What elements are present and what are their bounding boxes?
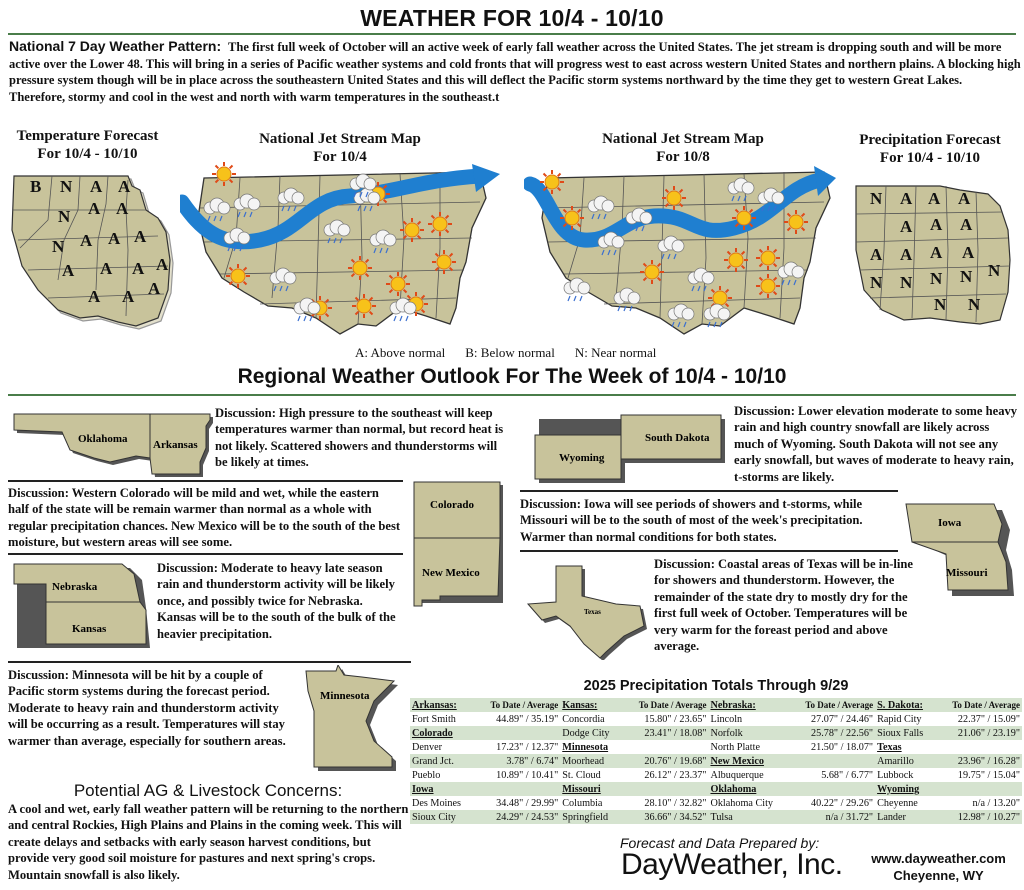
tx-discussion: Discussion: Coastal areas of Texas will be in-line for showers and thunderstorm. However, the remainder of the state dry to mostly dry for the first full week of October. Temperatures will be very warm for the foreast period and above average. <box>654 557 914 654</box>
empty-cell <box>936 782 1023 796</box>
sun-icon <box>212 162 236 186</box>
map-legend <box>355 345 715 361</box>
precip-value: n/a / 31.72" <box>789 810 875 824</box>
ia-mo-discussion: Discussion: Iowa will see periods of showers and t-storms, while Missouri will be to the south of most of the week's precipitation. Warmer than normal conditions for both states. <box>520 497 863 544</box>
sun-icon <box>348 256 372 280</box>
precipitation-forecast-map <box>850 180 1020 330</box>
precip-value: 28.10" / 32.82" <box>644 797 707 809</box>
precip-value: 3.78" / 6.74" <box>474 754 560 768</box>
map-letter: A <box>122 287 135 306</box>
empty-cell <box>474 726 560 740</box>
city-name: Oklahoma City <box>710 797 774 809</box>
separator <box>520 490 898 492</box>
precip-value: 12.98" / 10.27" <box>936 810 1023 824</box>
map-letter: A <box>960 215 973 234</box>
map-letter: A <box>88 287 101 306</box>
state-header: Oklahoma <box>708 782 788 796</box>
temperature-map-title <box>0 127 175 163</box>
table-row <box>410 796 1022 810</box>
column-header: To Date / Average <box>936 698 1023 712</box>
mn-discussion: Discussion: Minnesota will be hit by a couple of Pacific storm systems during the forecast period. Moderate to heavy rain and thunderstorm activity will be occurring as a result. Temperatures will stay warmer than average, especially for southern areas. <box>8 668 286 748</box>
ag-text: A cool and wet, early fall weather pattern will be returning to the northern and central Rockies, High Plains and Plains in the coming week. This will create delays and setbacks with early season harvest conditions, but provide very good soil moisture for pastures and next spring's crops. Mountain snowfall is also likely. <box>8 802 409 882</box>
precip-value: 22.37" / 15.09" <box>957 713 1020 725</box>
legend-below: B: Below normal <box>465 345 555 360</box>
sun-icon <box>756 246 780 270</box>
city-name: Tulsa <box>708 810 788 824</box>
precip-map-title <box>840 131 1020 167</box>
map-letter: N <box>934 295 947 314</box>
map-letter: A <box>118 177 131 196</box>
iowa-missouri-map <box>902 500 1020 600</box>
precip-value: n/a / 13.20" <box>972 797 1020 809</box>
arkansas-label: Arkansas <box>153 439 198 451</box>
map-letter: A <box>88 199 101 218</box>
pattern-text: The first full week of October will an active week of early fall weather across the United States. The jet stream is dropping south and will be more active over the Lower 48. This will bring in a series of Pacific weather systems and cold fronts that will progress west to east across western United States and northern plains. A blocking high pressure system though will be in place across the southeastern United States and this will deflect the Pacific storm systems northward by the time they get to western Great Lakes. Therefore, stormy and cool in the west and north with warm temperatures in the southeast.t <box>9 40 1021 104</box>
precip-value: 23.41" / 18.08" <box>622 726 708 740</box>
jet-stream-map-1004 <box>180 158 502 346</box>
texas-map <box>520 560 655 660</box>
map-letter: N <box>52 237 65 256</box>
state-header: S. Dakota: <box>875 698 935 712</box>
pattern-section <box>9 38 1021 105</box>
city-name: Sioux Falls <box>875 726 935 740</box>
map-letter: A <box>928 189 941 208</box>
precip-value: 26.12" / 23.37" <box>644 769 707 781</box>
jet-stream-map-1008 <box>524 158 846 346</box>
precip-value: 19.75" / 15.04" <box>957 769 1020 781</box>
map-letter: A <box>958 189 971 208</box>
map-letter: A <box>900 217 913 236</box>
south-dakota-label: South Dakota <box>645 432 710 444</box>
sun-icon <box>560 206 584 230</box>
table-row <box>410 726 1022 740</box>
table-row <box>410 782 1022 796</box>
pattern-label: National 7 Day Weather Pattern: <box>9 38 222 54</box>
nebraska-kansas-map <box>10 558 155 653</box>
precip-map-title-line2: For 10/4 - 10/10 <box>879 150 981 166</box>
jet2-map-title-line2: For 10/8 <box>656 149 710 165</box>
empty-cell <box>936 740 1023 754</box>
map-letter: A <box>148 279 161 298</box>
precip-value: 44.89" / 35.19" <box>496 713 559 725</box>
column-header: To Date / Average <box>474 698 560 712</box>
precip-map-title-line1: Precipitation Forecast <box>859 132 1001 148</box>
regional-title: Regional Weather Outlook For The Week of 10/4 - 10/10 <box>237 365 787 388</box>
table-row <box>410 698 1022 712</box>
ag-title: Potential AG & Livestock Concerns: <box>73 781 343 800</box>
map-letter: A <box>62 261 75 280</box>
precip-value: 17.23" / 12.37" <box>496 741 559 753</box>
map-letter: A <box>132 259 145 278</box>
state-header: Minnesota <box>562 741 609 753</box>
city-name: Fort Smith <box>412 713 456 725</box>
location-text: Cheyenne, WY <box>893 868 984 883</box>
state-header: Wyoming <box>875 782 935 796</box>
city-name: Norfolk <box>708 726 788 740</box>
map-letter: B <box>30 177 42 196</box>
column-header: To Date / Average <box>622 698 708 712</box>
title-rule <box>8 33 1016 35</box>
city-name: Concordia <box>562 713 605 725</box>
sun-icon <box>724 248 748 272</box>
map-letter: A <box>90 177 103 196</box>
legend-above: A: Above normal <box>355 345 446 360</box>
city-name: Columbia <box>562 797 603 809</box>
wyoming-southdakota-map <box>525 405 730 485</box>
city-name: Springfield <box>560 810 622 824</box>
jet2-map-title-line1: National Jet Stream Map <box>602 131 764 147</box>
city-name: Dodge City <box>560 726 622 740</box>
separator <box>8 661 411 663</box>
map-letter: A <box>870 245 883 264</box>
precip-value: 5.68" / 6.77" <box>821 769 874 781</box>
sun-icon <box>784 210 808 234</box>
map-letter: A <box>962 243 975 262</box>
wyoming-label: Wyoming <box>559 452 605 464</box>
sun-icon <box>226 264 250 288</box>
sun-icon <box>386 272 410 296</box>
precip-value: 10.89" / 10.41" <box>496 769 559 781</box>
map-letter: N <box>870 189 883 208</box>
map-letter: A <box>100 259 113 278</box>
precip-value: 27.07" / 24.46" <box>811 713 874 725</box>
wy-sd-discussion: Discussion: Lower elevation moderate to some heavy rain and high country snowfall are likely across much of Wyoming. South Dakota will not see any early snowfall, but waves of moderate to heavy rain, t-storms are likely. <box>734 404 1018 484</box>
map-letter: N <box>960 267 973 286</box>
city-name: Lubbock <box>877 769 914 781</box>
table-row <box>410 740 1022 754</box>
map-letter: A <box>134 227 147 246</box>
city-name: St. Cloud <box>562 769 601 781</box>
jet1-map-title-line2: For 10/4 <box>313 149 367 165</box>
column-header: To Date / Average <box>789 698 875 712</box>
map-letter: A <box>116 199 129 218</box>
iowa-label: Iowa <box>938 517 962 529</box>
ne-ks-discussion: Discussion: Moderate to heavy late season rain and thunderstorm activity will be likely once, and possibly twice for Nebraska. Kansas will be to the south of the bulk of the heavier precipitation. <box>157 561 396 641</box>
map-letter: A <box>930 243 943 262</box>
minnesota-map <box>298 665 408 773</box>
map-letter: N <box>900 273 913 292</box>
state-header: Iowa <box>410 782 474 796</box>
city-name: North Platte <box>710 741 760 753</box>
empty-cell <box>789 754 875 768</box>
oklahoma-label: Oklahoma <box>78 433 128 445</box>
forecast-credit: Forecast and Data Prepared by: <box>620 835 820 851</box>
state-header: Colorado <box>410 726 474 740</box>
precip-value: 24.29" / 24.53" <box>474 810 560 824</box>
map-letter: A <box>156 255 169 274</box>
state-header: Nebraska: <box>708 698 788 712</box>
precip-value: 23.96" / 16.28" <box>936 754 1023 768</box>
map-letter: N <box>988 261 1001 280</box>
table-row <box>410 768 1022 782</box>
precip-value: 25.78" / 22.56" <box>789 726 875 740</box>
precip-value: 36.66" / 34.52" <box>622 810 708 824</box>
sun-icon <box>756 274 780 298</box>
sun-icon <box>428 212 452 236</box>
city-name: Denver <box>412 741 442 753</box>
map-letter: N <box>930 269 943 288</box>
state-header: Missouri <box>560 782 622 796</box>
table-row <box>410 754 1022 768</box>
website-link[interactable]: www.dayweather.com <box>871 851 1006 866</box>
footer-contact <box>856 850 1021 884</box>
new-mexico-label: New Mexico <box>422 567 480 579</box>
colorado-label: Colorado <box>430 499 474 511</box>
sun-icon <box>662 186 686 210</box>
sun-icon <box>640 260 664 284</box>
state-header: Kansas: <box>560 698 622 712</box>
temperature-forecast-map <box>8 170 178 332</box>
map-letter: A <box>80 231 93 250</box>
empty-cell <box>622 740 708 754</box>
precip-value: 40.22" / 29.26" <box>811 797 874 809</box>
co-nm-discussion: Discussion: Western Colorado will be mild and wet, while the eastern half of the state will be remain warmer than normal as a whole with regular precipitation chances. New Mexico will be to the south of the best moisture, but western areas will see some. <box>8 486 401 550</box>
sun-icon <box>400 218 424 242</box>
separator <box>520 550 898 552</box>
city-name: Moorhead <box>560 754 622 768</box>
city-name: Des Moines <box>412 797 461 809</box>
sun-icon <box>432 250 456 274</box>
empty-cell <box>622 782 708 796</box>
pattern-paragraph <box>9 38 1021 105</box>
precip-value: 21.50" / 18.07" <box>811 741 874 753</box>
nebraska-label: Nebraska <box>52 581 98 593</box>
missouri-label: Missouri <box>946 567 988 579</box>
precip-value: 34.48" / 29.99" <box>496 797 559 809</box>
precip-value: 21.06" / 23.19" <box>936 726 1023 740</box>
city-name: Albuquerque <box>710 769 764 781</box>
jet1-map-title-line1: National Jet Stream Map <box>259 131 421 147</box>
sun-icon <box>732 206 756 230</box>
minnesota-label: Minnesota <box>320 690 370 702</box>
temperature-map-title-line1: Temperature Forecast <box>16 128 159 144</box>
city-name: Rapid City <box>877 713 922 725</box>
city-name: Grand Jct. <box>410 754 474 768</box>
separator <box>8 480 403 482</box>
precip-value: 20.76" / 19.68" <box>622 754 708 768</box>
dayweather-logo: DayWeather, Inc. <box>621 848 843 881</box>
sun-icon <box>540 170 564 194</box>
city-name: Pueblo <box>412 769 441 781</box>
legend-near: N: Near normal <box>574 345 657 360</box>
separator <box>8 553 403 555</box>
page-title: WEATHER FOR 10/4 - 10/10 <box>360 5 664 31</box>
precip-totals-table <box>410 698 1022 824</box>
map-letter: N <box>968 295 981 314</box>
sun-icon <box>352 294 376 318</box>
state-header: Texas <box>877 741 902 753</box>
ok-ar-discussion: Discussion: High pressure to the southeast will keep temperatures warmer than normal, but record heat is not likely. Scattered showers and thunderstorms will be likely at times. <box>215 406 504 470</box>
city-name: Cheyenne <box>877 797 918 809</box>
city-name: Sioux City <box>410 810 474 824</box>
temperature-map-title-line2: For 10/4 - 10/10 <box>37 146 138 162</box>
state-header: Arkansas: <box>410 698 474 712</box>
map-letter: A <box>900 245 913 264</box>
precip-value: 15.80" / 23.65" <box>644 713 707 725</box>
oklahoma-arkansas-map <box>10 408 215 478</box>
city-name: Lander <box>875 810 935 824</box>
map-letter: A <box>900 189 913 208</box>
empty-cell <box>789 782 875 796</box>
table-row <box>410 810 1022 824</box>
map-letter: N <box>58 207 71 226</box>
precip-table-title: 2025 Precipitation Totals Through 9/29 <box>583 678 849 694</box>
map-letter: N <box>870 273 883 292</box>
empty-cell <box>474 782 560 796</box>
city-name: Lincoln <box>710 713 743 725</box>
city-name: Amarillo <box>875 754 935 768</box>
texas-label: Texas <box>584 608 601 616</box>
map-letter: N <box>60 177 73 196</box>
state-header: New Mexico <box>708 754 788 768</box>
table-row <box>410 712 1022 726</box>
map-letter: A <box>930 215 943 234</box>
map-letter: A <box>108 229 121 248</box>
colorado-newmexico-map <box>410 478 510 608</box>
regional-rule <box>8 394 1016 396</box>
kansas-label: Kansas <box>72 623 107 635</box>
